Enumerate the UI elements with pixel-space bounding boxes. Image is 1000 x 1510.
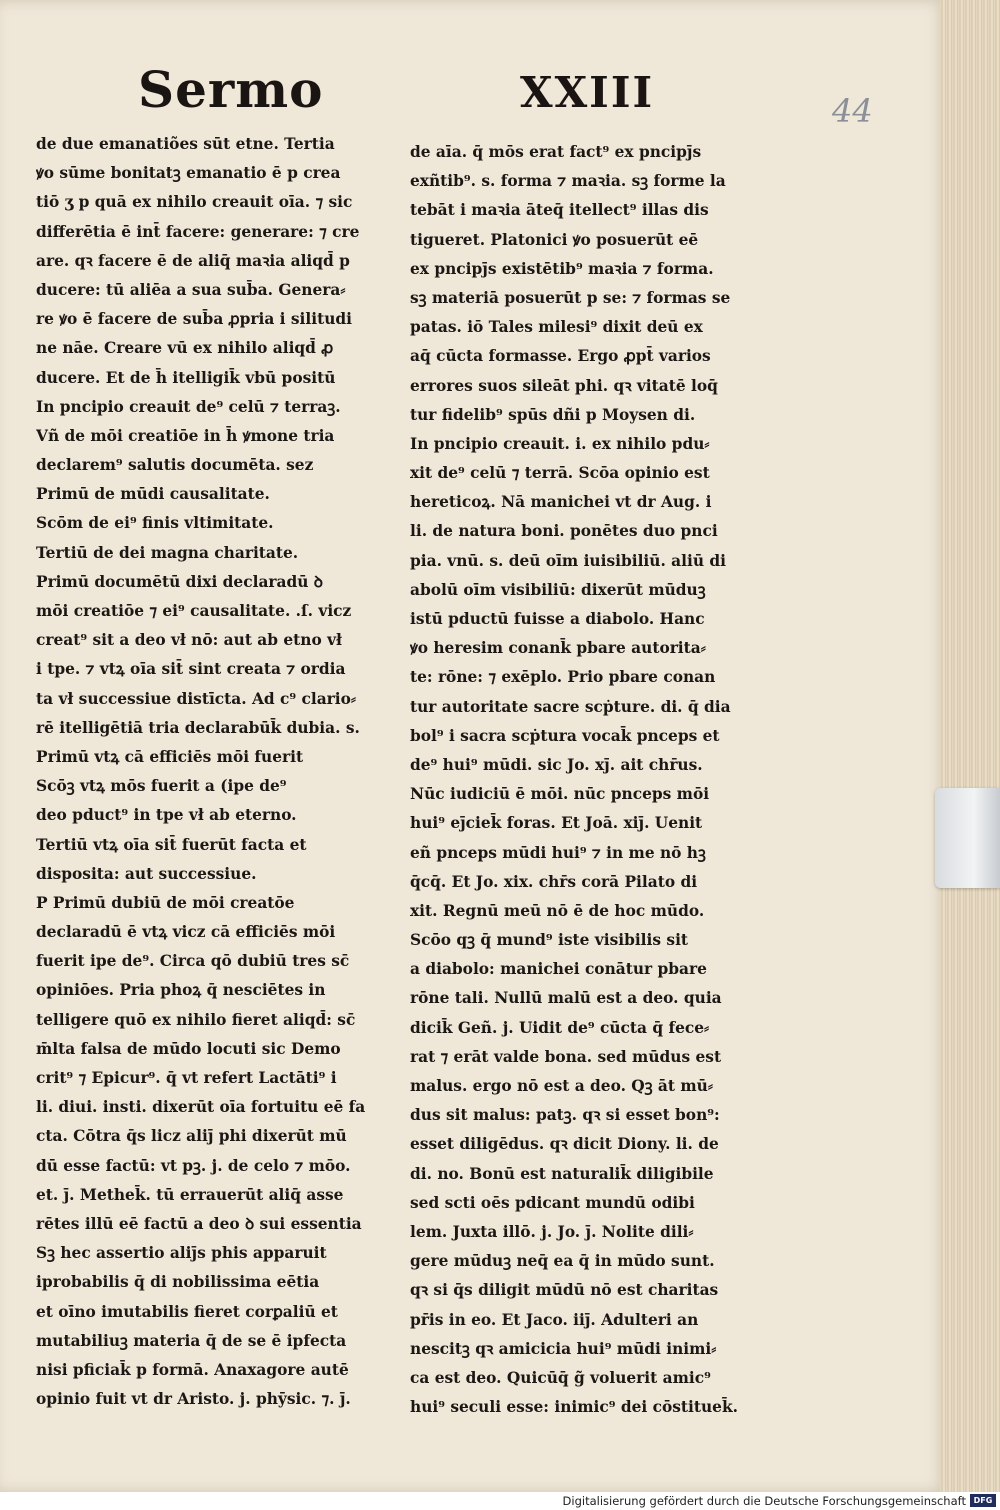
text-line: fuerit ipe de⁹. Circa qō dubiū tres sc̄ (36, 952, 350, 971)
text-line: sed scti oēs pdicant mundū odibi (410, 1193, 695, 1212)
text-line: ducere. Et de h̄ itelligik̄ vbū positū (36, 368, 336, 387)
text-line: P Primū dubiū de mōi creatōe (36, 893, 295, 912)
text-line: bol⁹ i sacra scṗtura vocak̄ pnceps et (410, 726, 720, 745)
text-line: creat⁹ sit a deo vł nō: aut ab etno vł (36, 631, 342, 650)
text-line: ca est deo. Quicūq̄ g̃ voluerit amic⁹ (410, 1368, 711, 1387)
text-line: tebāt i maꝛia āteq̄ itellect⁹ illas dis (410, 201, 709, 220)
text-line: declaradū ē vtꝝ vicz cā efficiēs mōi (36, 923, 336, 942)
text-line: xit de⁹ celū ⁊ terrā. Scōa opinio est (410, 464, 710, 483)
text-line: telligere quō ex nihilo fieret aliqd̄: sc̄ (36, 1010, 356, 1029)
text-line: hui⁹ eȷ̄ciek̄ foras. Et Joā. xiȷ̄. Uenit (410, 814, 703, 833)
text-line: ꝟo heresim conank̄ pbare autorita⸗ (410, 639, 706, 658)
text-line: rōne tali. Nullū malū est a deo. quia (410, 989, 722, 1008)
text-line: istū pductū fuisse a diabolo. Hanc (410, 610, 705, 628)
text-line: deo pduct⁹ in tpe vł ab eterno. (36, 806, 297, 825)
text-line: m̄lta falsa de mūdo locuti sic Demo (36, 1039, 341, 1058)
right-text-column (410, 138, 772, 1422)
dfg-logo: DFG (970, 1494, 996, 1507)
text-line: declarem⁹ salutis documēta. sez (36, 456, 314, 475)
text-line: Sꝫ hec assertio aliȷ̄s phis apparuit (36, 1244, 327, 1263)
page-clip (935, 788, 1000, 888)
text-line: opiniōes. Pria phoꝝ q̄ nesciētes in (36, 981, 326, 1000)
text-line: Primū documētū dixi declaradū ꝺ (36, 572, 324, 591)
text-line: ex pncipȷ̄s existētib⁹ maꝛia ⁊ forma. (410, 259, 714, 278)
text-line: nisi pficiak̄ p formā. Anaxagore autē (36, 1360, 349, 1379)
text-line: te: rōne: ⁊ exēplo. Prio pbare conan (410, 668, 716, 687)
text-line: Tertiū vtꝝ oīa sit̄ fuerūt facta et (36, 835, 307, 854)
text-line: lem. Juxta illō. j. Jo. ȷ̄. Nolite dili⸗ (410, 1222, 694, 1241)
left-text-column (36, 130, 400, 1414)
text-line: Vñ de mōi creatiōe in h̄ ꝟmone tria (36, 426, 335, 445)
sermon-number: XXIII (520, 68, 655, 117)
text-line: In pncipio creauit. i. ex nihilo pdu⸗ (410, 434, 710, 453)
text-line: ta vł successiue distīcta. Ad c⁹ clario⸗ (36, 689, 357, 708)
text-line: gere mūduꝫ neq̄ ea q̄ in mūdo sunt. (410, 1252, 715, 1271)
folio-note: 44 (832, 92, 873, 130)
text-line: Nūc iudiciū ē mōi. nūc pnceps mōi (410, 785, 710, 804)
text-line: sꝫ materiā posuerūt p se: ⁊ formas se (410, 288, 731, 307)
text-line: mutabiliuꝫ materia q̄ de se ē ipfecta (36, 1331, 347, 1350)
text-line: abolū oīm visibiliū: dixerūt mūduꝫ (410, 580, 706, 599)
text-line: disposita: aut successiue. (36, 864, 257, 883)
text-line: crit⁹ ⁊ Epicur⁹. q̄ vt refert Lactāti⁹ i (36, 1069, 337, 1087)
text-line: In pncipio creauit de⁹ celū ⁊ terraꝫ. (36, 397, 341, 416)
text-line: li. de natura boni. ponētes duo pnci (410, 522, 718, 541)
text-line: re ꝟo ē facere de sub̄a ꝓpria i silitudi (36, 310, 352, 329)
text-line: tur fidelib⁹ spūs dñi p Moysen di. (410, 405, 696, 424)
text-line: are. qꝛ facere ē de aliq̄ maꝛia aliqd̄ p (36, 251, 350, 270)
text-line: rētes illū eē factū a deo ꝺ sui essentia (36, 1214, 362, 1233)
text-line: ꝟo sūme bonitatꝫ emanatio ē p crea (36, 164, 341, 183)
text-line: tigueret. Platonici ꝟo posuerūt eē (410, 230, 699, 249)
text-line: rat ⁊ erāt valde bona. sed mūdus est (410, 1047, 722, 1066)
text-line: exñtib⁹. s. forma ⁊ maꝛia. sꝫ forme la (410, 172, 726, 191)
text-line: dicik̄ Geñ. j. Uidit de⁹ cūcta q̄ fece⸗ (410, 1018, 710, 1037)
text-line: aq̄ cūcta formasse. Ergo ꝓpt̄ varios (410, 347, 711, 366)
text-line: di. no. Bonū est naturalik̄ diligibile (410, 1164, 714, 1183)
text-line: tur autoritate sacre scṗture. di. q̄ dia (410, 697, 731, 716)
text-line: dū esse factū: vt pꝫ. j. de celo ⁊ mōo. (36, 1156, 351, 1175)
text-line: eñ pnceps mūdi hui⁹ ⁊ in me nō hꝫ (410, 843, 706, 862)
page-edges (940, 0, 1000, 1492)
text-line: tiō ʒ p quā ex nihilo creauit oīa. ⁊ sic (36, 193, 353, 212)
text-line: Scōm de ei⁹ finis vltimitate. (36, 514, 274, 533)
text-line: Primū vtꝝ cā efficiēs mōi fuerit (36, 747, 304, 766)
text-line: xit. Regnū meū nō ē de hoc mūdo. (410, 901, 705, 920)
text-line: qꝛ si q̄s diligit mūdū nō est charitas (410, 1281, 719, 1300)
text-line: li. diui. insti. dixerūt oīa fortuitu eē fa (36, 1098, 366, 1117)
text-line: pia. vnū. s. deū oīm iuisibiliū. aliū di (410, 551, 726, 570)
text-line: patas. iō Tales milesi⁹ dixit deū ex (410, 318, 703, 337)
text-line: Scōꝫ vtꝝ mōs fuerit a (ipe de⁹ (36, 777, 287, 796)
text-line: cta. Cōtra q̄s licz aliȷ̄ phi dixerūt mū (36, 1127, 347, 1146)
text-line: et. ȷ̄. Methek̄. tū errauerūt aliq̄ asse (36, 1185, 344, 1204)
text-line: de⁹ hui⁹ mūdi. sic Jo. xȷ̄. ait chr̄us. (410, 755, 703, 774)
text-line: et oīno imutabilis fieret corꝑaliū et (36, 1302, 338, 1321)
text-line: Tertiū de dei magna charitate. (36, 543, 299, 562)
text-line: rē itelligētiā tria declarabūk̄ dubia. s. (36, 718, 360, 737)
funding-credit: Digitalisierung gefördert durch die Deutsche Forschungsgemeinschaft (562, 1494, 966, 1508)
text-line: malus. ergo nō est a deo. Qꝫ āt mū⸗ (410, 1077, 713, 1095)
text-line: Scōo qꝫ q̄ mund⁹ iste visibilis sit (410, 931, 689, 950)
text-line: ducere: tū aliēa a sua sub̄a. Genera⸗ (36, 280, 346, 299)
text-line: hui⁹ seculi esse: inimic⁹ dei cōstituek̄. (410, 1398, 738, 1417)
text-line: de aīa. q̄ mōs erat fact⁹ ex pncipȷ̄s (410, 143, 702, 161)
text-line: q̄cq̄. Et Jo. xix. chr̄s corā Pilato di (410, 872, 698, 891)
text-line: differētia ē int̄ facere: generare: ⁊ cre (36, 222, 360, 241)
text-line: pr̄is in eo. Et Jaco. iiȷ̄. Adulteri an (410, 1310, 699, 1329)
text-line: dus sit malus: patꝫ. qꝛ si esset bon⁹: (410, 1106, 720, 1125)
text-line: iprobabilis q̄ di nobilissima eētia (36, 1273, 320, 1292)
text-line: ne nāe. Creare vū ex nihilo aliqd̄ ꝓ (36, 339, 334, 358)
text-line: esset diligēdus. qꝛ dicit Diony. li. de (410, 1135, 719, 1154)
text-line: i tpe. ⁊ vtꝝ oīa sit̄ sint creata ⁊ ordia (36, 660, 346, 679)
running-title: Sermo (138, 60, 324, 119)
text-line: nescitꝫ qꝛ amicicia hui⁹ mūdi inimi⸗ (410, 1339, 717, 1358)
text-line: de due emanatiões sūt etne. Tertia (36, 135, 335, 153)
text-line: opinio fuit vt dr Aristo. j. phȳsic. ⁊. ȷ̄. (36, 1390, 351, 1409)
text-line: a diabolo: manichei conātur pbare (410, 960, 707, 979)
text-line: Primū de mūdi causalitate. (36, 485, 270, 504)
text-line: hereticoꝝ. Nā manichei vt dr Aug. i (410, 493, 712, 512)
text-line: mōi creatiōe ⁊ ei⁹ causalitate. .ſ. vicz (36, 602, 352, 620)
text-line: errores suos sileāt phi. qꝛ vitatē loq̄ (410, 376, 718, 395)
